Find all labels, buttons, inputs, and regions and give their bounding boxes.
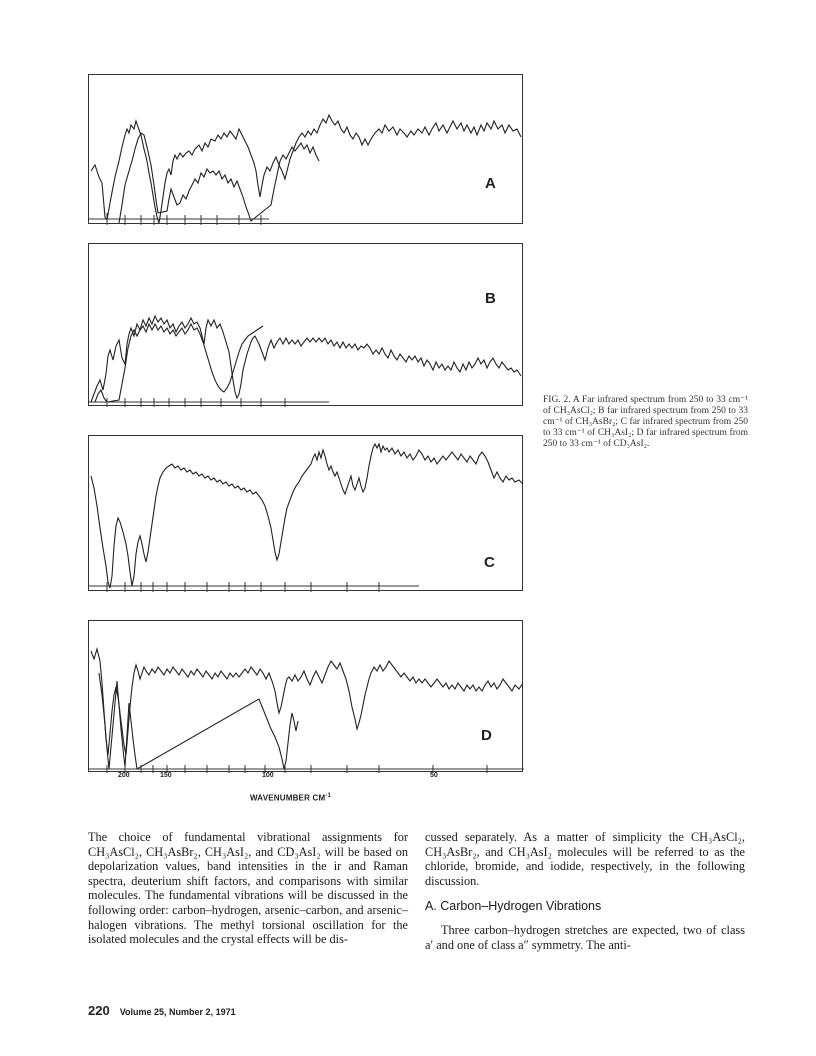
x-tick-label-100: 100: [262, 772, 274, 779]
x-axis-label-text: WAVENUMBER CM: [250, 793, 326, 803]
left-column: [88, 830, 408, 947]
page-number: 220: [88, 1003, 110, 1018]
panel-letter-a: A: [485, 175, 496, 192]
spectrum-trace-a: [89, 75, 524, 225]
x-axis-label: [250, 793, 331, 803]
spectrum-trace-c: [89, 436, 524, 592]
journal-issue: Volume 25, Number 2, 1971: [119, 1007, 236, 1017]
spectrum-panel-c: [88, 435, 523, 591]
spectrum-panel-b: [88, 243, 523, 406]
spectrum-trace-d: [89, 621, 524, 773]
spectrum-panel-d: [88, 620, 523, 772]
x-tick-label-200: 200: [118, 772, 130, 779]
x-tick-label-50: 50: [430, 772, 438, 779]
section-heading: A. Carbon–Hydrogen Vibrations: [425, 899, 602, 914]
panel-letter-c: C: [484, 554, 495, 571]
spectrum-trace-b: [89, 244, 524, 407]
right-paragraph-continued: cussed separately. As a matter of simplicity the CH₃AsCl₂, CH₃AsBr₂, and CH₃AsI₂ molecules will be referred to as the chloride, bromide, and iodide, respectively, in the following discussion.: [425, 830, 745, 888]
x-tick-label-150: 150: [160, 772, 172, 779]
panel-letter-d: D: [481, 727, 492, 744]
x-axis-label-sup: -1: [325, 793, 332, 799]
page-footer: [88, 1003, 236, 1018]
panel-letter-b: B: [485, 290, 496, 307]
figure-caption: FIG. 2. A Far infrared spectrum from 250 to 33 cm⁻¹ of CH₃AsCl₂; B far infrared spectrum from 250 to 33 cm⁻¹ of CH₃AsBr₂; C far infrared spectrum from 250 to 33 cm⁻¹ of CH₃AsI₂; D far infrared spectrum from 250 to 33 cm⁻¹ of CD₃AsI₂.: [543, 395, 748, 449]
left-paragraph: The choice of fundamental vibrational assignments for CH₃AsCl₂, CH₃AsBr₂, CH₃AsI₂, and CD₃AsI₂ will be based on depolarization values, band intensities in the ir and Raman spectra, deuterium shift factors, and comparisons with similar molecules. The fundamental vibrations will be discussed in the following order: carbon–hydrogen, arsenic–carbon, and arsenic–halogen vibrations. The methyl torsional oscillation for the isolated molecules and the crystal effects will be dis-: [88, 830, 408, 947]
right-paragraph-section: Three carbon–hydrogen stretches are expected, two of class a′ and one of class a″ symmetry. The anti-: [425, 922, 745, 952]
spectrum-panel-a: [88, 74, 523, 224]
right-column: [425, 830, 745, 952]
